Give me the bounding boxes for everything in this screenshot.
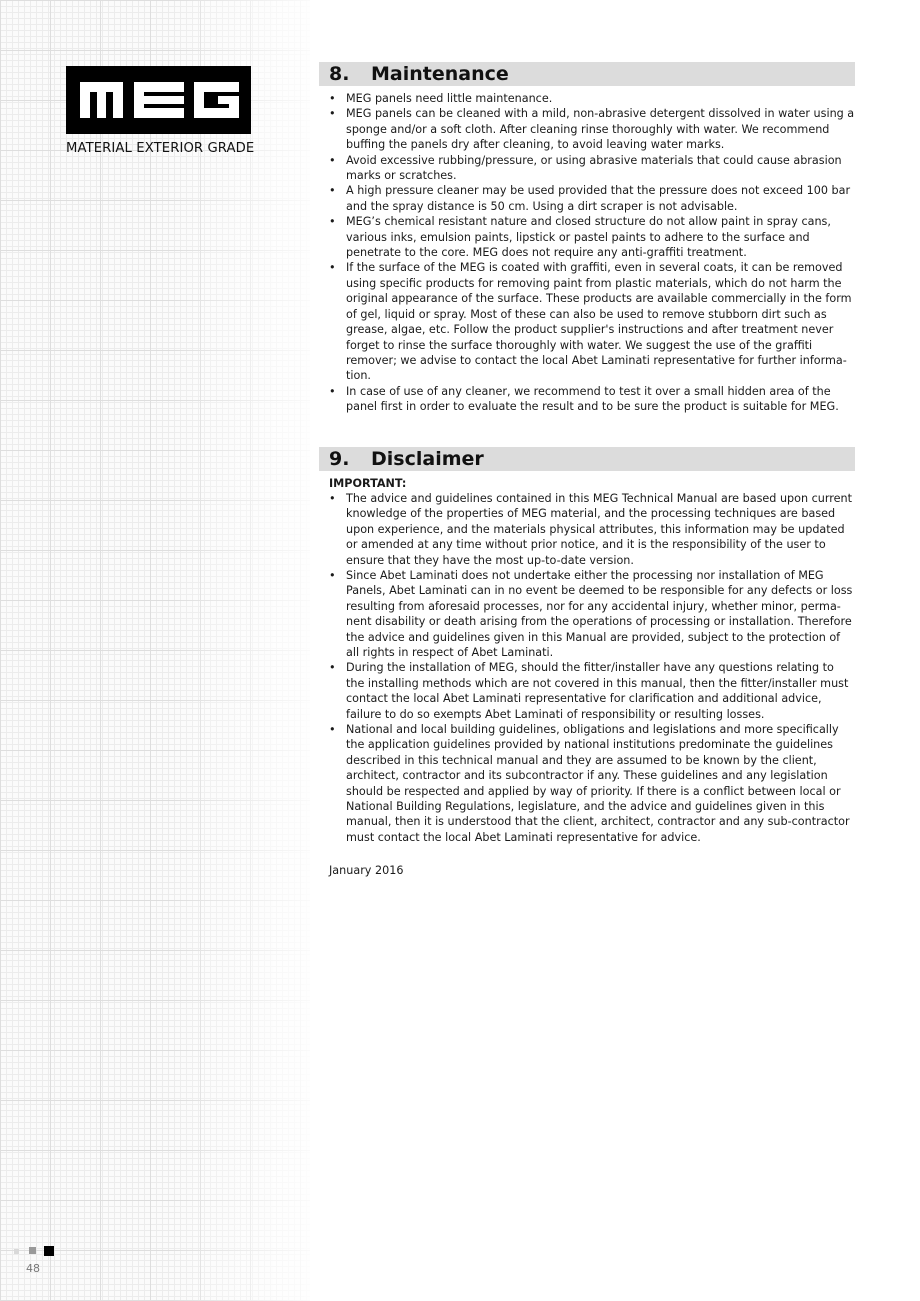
important-label: IMPORTANT: (329, 476, 407, 490)
meg-wordmark (66, 66, 251, 134)
maintenance-section (319, 62, 855, 415)
main-content (319, 62, 855, 879)
list-item: • MEG panels need little maintenance. (346, 91, 855, 106)
maintenance-heading (319, 62, 855, 86)
grid-background (0, 0, 310, 1301)
disclaimer-heading (319, 447, 855, 471)
document-date: January 2016 (329, 864, 404, 878)
list-item: • Avoid excessive rubbing/pressure, or using abrasive materials that could cause abrasion marks or scratches. (346, 153, 855, 184)
page-number: 48 (26, 1262, 40, 1275)
list-item: • In case of use of any cleaner, we recommend to test it over a small hidden area of the panel first in order to evaluate the result and to be sure the product is suitable for MEG. (346, 384, 855, 415)
maintenance-list (319, 91, 855, 415)
list-item: • The advice and guidelines contained in this MEG Technical Manual are based upon current knowledge of the properties of MEG material, and the processing techniques are based upon experience, and the materials physical attributes, this information may be updated or amended at any time without prior notice, and it is the responsibility of the user to ensure that they have the most up-to-date version. (346, 491, 855, 568)
disclaimer-list (319, 491, 855, 845)
section-number: 9. (329, 447, 350, 470)
logo-subtitle: MATERIAL EXTERIOR GRADE (66, 141, 255, 156)
marker-square-dark (44, 1246, 54, 1256)
list-item: • If the surface of the MEG is coated with graffiti, even in several coats, it can be removed using specific products for removing paint from plastic materials, which do not harm the original appearance of the surface. These products are available commercially in the form of gel, liquid or spray. Most of these can also be used to remove stubborn dirt such as grease, algae, etc. Follow the product supplier's instructions and after treatment never forget to rinse the surface thoroughly with water. We suggest the use of the graffiti remover; we advise to contact the local Abet Laminati representative for further informa-tion. (346, 260, 855, 383)
section-title: Maintenance (371, 63, 509, 85)
section-number: 8. (329, 63, 350, 85)
marker-square-medium (29, 1247, 36, 1254)
list-item: • MEG’s chemical resistant nature and closed structure do not allow paint in spray cans, various inks, emulsion paints, lipstick or pastel paints to adhere to the surface and penetrate to the core. MEG does not require any anti-graffiti treatment. (346, 214, 855, 260)
list-item: • MEG panels can be cleaned with a mild, non-abrasive detergent dissolved in water using a sponge and/or a soft cloth. After cleaning rinse thoroughly with water. We recommend buffing the panels dry after cleaning, to avoid leaving water marks. (346, 106, 855, 152)
list-item: • National and local building guidelines, obligations and legislations and more specifically the application guidelines provided by national institutions predominate the guidelines described in this technical manual and they are assumed to be known by the client, architect, contractor and its subcontractor if any. These guidelines and any legislation should be respected and applied by way of priority. If there is a conflict between local or National Building Regulations, legislature, and the advice and guidelines given in this manual, then it is understood that the client, architect, contractor and any sub-contractor must contact the local Abet Laminati representative for advice. (346, 722, 855, 845)
list-item: • Since Abet Laminati does not undertake either the processing nor installation of MEG Panels, Abet Laminati can in no event be deemed to be responsible for any defects or loss resulting from aforesaid processes, nor for any accidental injury, whether minor, perma-nent disability or death arising from the operations of processing or installation. Therefore the advice and guidelines given in this Manual are provided, subject to the protection of all rights in respect of Abet Laminati. (346, 568, 855, 660)
list-item: • A high pressure cleaner may be used provided that the pressure does not exceed 100 bar and the spray distance is 50 cm. Using a dirt scraper is not advisable. (346, 183, 855, 214)
list-item: • During the installation of MEG, should the fitter/installer have any questions relating to the installing methods which are not covered in this manual, then the fitter/installer must contact the local Abet Laminati representative for clarification and additional advice, failure to do so exempts Abet Laminati of responsibility or resulting losses. (346, 660, 855, 722)
meg-logo (66, 66, 251, 134)
marker-square-light (14, 1249, 19, 1254)
disclaimer-section (319, 447, 855, 879)
section-title: Disclaimer (371, 447, 484, 470)
